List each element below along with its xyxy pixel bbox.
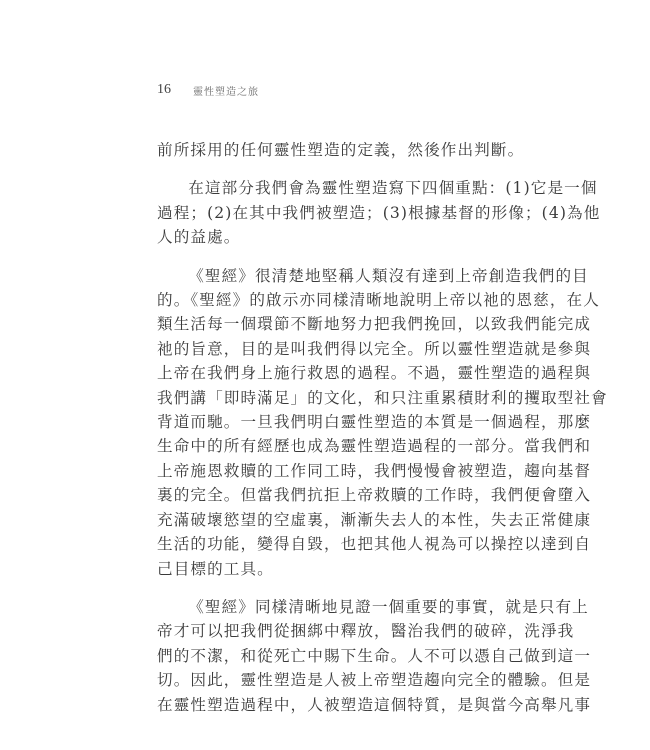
body-text bbox=[157, 138, 608, 717]
text-line: 背道而馳。一旦我們明白靈性塑造的本質是一個過程，那麼 bbox=[157, 413, 592, 432]
text-line: 過程；(2)在其中我們被塑造；(3)根據基督的形像；(4)為他 bbox=[157, 203, 601, 222]
text-line: 人的益處。 bbox=[157, 228, 241, 247]
text-line: 裏的完全。但當我們抗拒上帝救贖的工作時，我們便會墮入 bbox=[157, 486, 592, 505]
paragraph-process bbox=[157, 264, 608, 581]
text-line: 我們講「即時滿足」的文化，和只注重累積財利的攫取型社會 bbox=[157, 388, 608, 407]
text-line: 充滿破壞慾望的空虛裏，漸漸失去人的本性，失去正常健康 bbox=[157, 510, 592, 529]
paragraph-formed-by-god bbox=[157, 595, 592, 717]
page-header bbox=[157, 82, 259, 98]
text-line: 祂的旨意，目的是叫我們得以完全。所以靈性塑造就是參與 bbox=[157, 339, 592, 358]
text-line: 切。因此，靈性塑造是人被上帝塑造趨向完全的體驗。但是 bbox=[157, 671, 592, 690]
text-line: 《聖經》同樣清晰地見證一個重要的事實，就是只有上 bbox=[188, 597, 589, 616]
page-number: 16 bbox=[157, 82, 171, 97]
text-line: 在靈性塑造過程中，人被塑造這個特質，是與當今高舉凡事 bbox=[157, 695, 592, 714]
text-line: 上帝在我們身上施行救恩的過程。不過，靈性塑造的過程與 bbox=[157, 364, 592, 383]
text-line: 們的不潔，和從死亡中賜下生命。人不可以憑自己做到這一 bbox=[157, 646, 592, 665]
text-line: 的。《聖經》的啟示亦同樣清晰地說明上帝以祂的恩慈，在人 bbox=[157, 291, 600, 310]
running-title: 靈性塑造之旅 bbox=[193, 86, 259, 98]
text-line: 上帝施恩救贖的工作同工時，我們慢慢會被塑造，趨向基督 bbox=[157, 461, 592, 480]
text-line: 己目標的工具。 bbox=[157, 559, 274, 578]
paragraph-four-points bbox=[157, 176, 601, 249]
text-line: 生命中的所有經歷也成為靈性塑造過程的一部分。當我們和 bbox=[157, 437, 592, 456]
text-line: 前所採用的任何靈性塑造的定義，然後作出判斷。 bbox=[157, 141, 525, 159]
text-line: 在這部分我們會為靈性塑造寫下四個重點：(1)它是一個 bbox=[188, 179, 598, 198]
text-line: 《聖經》很清楚地堅稱人類沒有達到上帝創造我們的目 bbox=[188, 266, 589, 285]
text-line: 生活的功能，變得自毀，也把其他人視為可以操控以達到自 bbox=[157, 535, 592, 554]
text-line: 帝才可以把我們從捆綁中釋放，醫治我們的破碎，洗淨我 bbox=[157, 622, 575, 641]
paragraph-continuation bbox=[157, 138, 525, 162]
text-line: 類生活每一個環節不斷地努力把我們挽回，以致我們能完成 bbox=[157, 315, 592, 334]
